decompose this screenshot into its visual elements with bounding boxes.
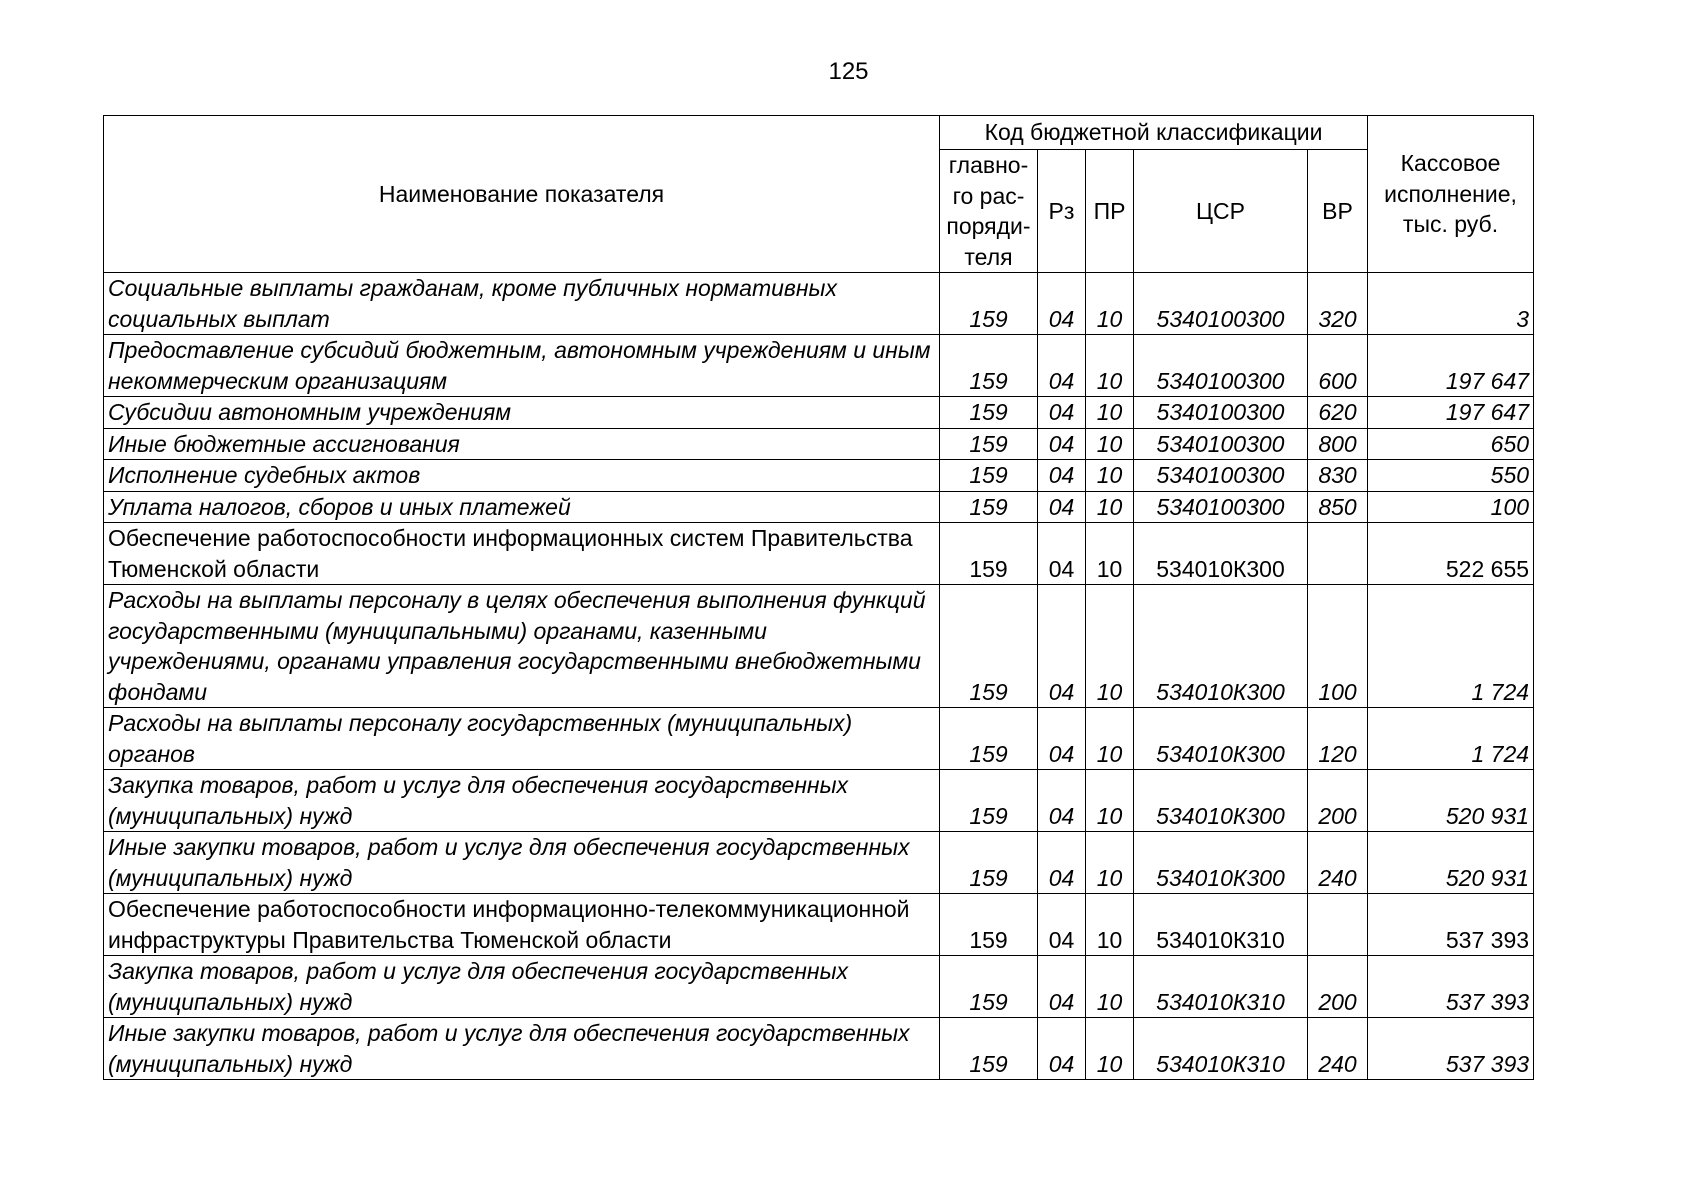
header-csr: ЦСР — [1134, 150, 1308, 273]
cell-name: Предоставление субсидий бюджетным, автономным учреждениям и иным некоммерческим организациям — [104, 335, 940, 397]
table-row — [104, 273, 1534, 335]
cell-pr: 10 — [1086, 335, 1134, 397]
table-row — [104, 523, 1534, 585]
cell-amount: 522 655 — [1368, 523, 1534, 585]
cell-pr: 10 — [1086, 273, 1134, 335]
cell-name: Субсидии автономным учреждениям — [104, 397, 940, 429]
header-rz: Рз — [1038, 150, 1086, 273]
cell-admin-code: 159 — [940, 491, 1038, 523]
cell-pr: 10 — [1086, 956, 1134, 1018]
cell-csr: 534010К300 — [1134, 770, 1308, 832]
cell-vr: 320 — [1308, 273, 1368, 335]
cell-vr: 800 — [1308, 428, 1368, 460]
cell-rz: 04 — [1038, 770, 1086, 832]
cell-admin-code: 159 — [940, 832, 1038, 894]
cell-vr — [1308, 523, 1368, 585]
cell-name: Исполнение судебных актов — [104, 460, 940, 492]
header-name: Наименование показателя — [104, 116, 940, 273]
cell-csr: 5340100300 — [1134, 491, 1308, 523]
cell-vr: 240 — [1308, 832, 1368, 894]
cell-pr: 10 — [1086, 585, 1134, 708]
cell-amount: 197 647 — [1368, 335, 1534, 397]
cell-amount: 100 — [1368, 491, 1534, 523]
cell-pr: 10 — [1086, 770, 1134, 832]
cell-amount: 650 — [1368, 428, 1534, 460]
cell-admin-code: 159 — [940, 585, 1038, 708]
header-admin: главно-го рас-поряди-теля — [940, 150, 1038, 273]
cell-csr: 5340100300 — [1134, 335, 1308, 397]
cell-pr: 10 — [1086, 894, 1134, 956]
cell-csr: 534010К310 — [1134, 1018, 1308, 1080]
cell-admin-code: 159 — [940, 956, 1038, 1018]
header-amount: Кассовое исполнение, тыс. руб. — [1368, 116, 1534, 273]
cell-csr: 5340100300 — [1134, 428, 1308, 460]
cell-csr: 534010К300 — [1134, 708, 1308, 770]
table-row — [104, 832, 1534, 894]
cell-vr: 830 — [1308, 460, 1368, 492]
cell-amount: 3 — [1368, 273, 1534, 335]
table-header — [104, 116, 1534, 273]
cell-pr: 10 — [1086, 832, 1134, 894]
cell-name: Закупка товаров, работ и услуг для обеспечения государственных (муниципальных) нужд — [104, 956, 940, 1018]
table-row — [104, 894, 1534, 956]
cell-pr: 10 — [1086, 1018, 1134, 1080]
cell-name: Социальные выплаты гражданам, кроме публичных нормативных социальных выплат — [104, 273, 940, 335]
table-row — [104, 428, 1534, 460]
cell-name: Уплата налогов, сборов и иных платежей — [104, 491, 940, 523]
cell-admin-code: 159 — [940, 1018, 1038, 1080]
cell-csr: 5340100300 — [1134, 397, 1308, 429]
cell-csr: 534010К300 — [1134, 585, 1308, 708]
cell-rz: 04 — [1038, 832, 1086, 894]
cell-amount: 1 724 — [1368, 708, 1534, 770]
cell-admin-code: 159 — [940, 523, 1038, 585]
cell-csr: 5340100300 — [1134, 273, 1308, 335]
cell-rz: 04 — [1038, 894, 1086, 956]
cell-rz: 04 — [1038, 523, 1086, 585]
cell-vr: 120 — [1308, 708, 1368, 770]
cell-pr: 10 — [1086, 428, 1134, 460]
cell-amount: 550 — [1368, 460, 1534, 492]
cell-pr: 10 — [1086, 460, 1134, 492]
cell-vr: 850 — [1308, 491, 1368, 523]
cell-name: Расходы на выплаты персоналу в целях обеспечения выполнения функций государственными (муниципальными) органами, казенными учреждениями, органами управления государственными внебюджетными фондами — [104, 585, 940, 708]
table-row — [104, 708, 1534, 770]
cell-amount: 520 931 — [1368, 770, 1534, 832]
budget-table — [103, 115, 1534, 1080]
cell-csr: 534010К310 — [1134, 956, 1308, 1018]
cell-pr: 10 — [1086, 397, 1134, 429]
cell-name: Иные бюджетные ассигнования — [104, 428, 940, 460]
cell-pr: 10 — [1086, 523, 1134, 585]
cell-amount: 537 393 — [1368, 1018, 1534, 1080]
cell-vr — [1308, 894, 1368, 956]
header-pr: ПР — [1086, 150, 1134, 273]
header-code-group: Код бюджетной классификации — [940, 116, 1368, 150]
cell-vr: 100 — [1308, 585, 1368, 708]
cell-admin-code: 159 — [940, 708, 1038, 770]
cell-admin-code: 159 — [940, 428, 1038, 460]
page-number: 125 — [828, 58, 869, 85]
cell-csr: 534010К300 — [1134, 523, 1308, 585]
cell-rz: 04 — [1038, 273, 1086, 335]
header-vr: ВР — [1308, 150, 1368, 273]
table-row — [104, 460, 1534, 492]
cell-vr: 600 — [1308, 335, 1368, 397]
cell-admin-code: 159 — [940, 397, 1038, 429]
cell-amount: 537 393 — [1368, 956, 1534, 1018]
cell-admin-code: 159 — [940, 460, 1038, 492]
cell-rz: 04 — [1038, 1018, 1086, 1080]
table-row — [104, 491, 1534, 523]
cell-admin-code: 159 — [940, 273, 1038, 335]
cell-vr: 240 — [1308, 1018, 1368, 1080]
table-row — [104, 585, 1534, 708]
cell-name: Обеспечение работоспособности информационно-телекоммуникационной инфраструктуры Правительства Тюменской области — [104, 894, 940, 956]
cell-amount: 1 724 — [1368, 585, 1534, 708]
table-row — [104, 335, 1534, 397]
cell-rz: 04 — [1038, 708, 1086, 770]
cell-name: Иные закупки товаров, работ и услуг для обеспечения государственных (муниципальных) нужд — [104, 832, 940, 894]
cell-pr: 10 — [1086, 708, 1134, 770]
cell-amount: 197 647 — [1368, 397, 1534, 429]
cell-csr: 534010К300 — [1134, 832, 1308, 894]
cell-csr: 5340100300 — [1134, 460, 1308, 492]
cell-name: Обеспечение работоспособности информационных систем Правительства Тюменской области — [104, 523, 940, 585]
cell-vr: 200 — [1308, 956, 1368, 1018]
cell-pr: 10 — [1086, 491, 1134, 523]
cell-rz: 04 — [1038, 428, 1086, 460]
cell-rz: 04 — [1038, 335, 1086, 397]
cell-rz: 04 — [1038, 491, 1086, 523]
cell-admin-code: 159 — [940, 894, 1038, 956]
cell-admin-code: 159 — [940, 335, 1038, 397]
cell-name: Закупка товаров, работ и услуг для обеспечения государственных (муниципальных) нужд — [104, 770, 940, 832]
cell-amount: 537 393 — [1368, 894, 1534, 956]
cell-rz: 04 — [1038, 460, 1086, 492]
cell-name: Расходы на выплаты персоналу государственных (муниципальных) органов — [104, 708, 940, 770]
cell-vr: 200 — [1308, 770, 1368, 832]
table-row — [104, 1018, 1534, 1080]
cell-rz: 04 — [1038, 585, 1086, 708]
cell-rz: 04 — [1038, 397, 1086, 429]
cell-csr: 534010К310 — [1134, 894, 1308, 956]
cell-vr: 620 — [1308, 397, 1368, 429]
table-body — [104, 273, 1534, 1080]
cell-amount: 520 931 — [1368, 832, 1534, 894]
table-row — [104, 770, 1534, 832]
cell-name: Иные закупки товаров, работ и услуг для обеспечения государственных (муниципальных) нужд — [104, 1018, 940, 1080]
table-row — [104, 956, 1534, 1018]
cell-rz: 04 — [1038, 956, 1086, 1018]
table-row — [104, 397, 1534, 429]
cell-admin-code: 159 — [940, 770, 1038, 832]
